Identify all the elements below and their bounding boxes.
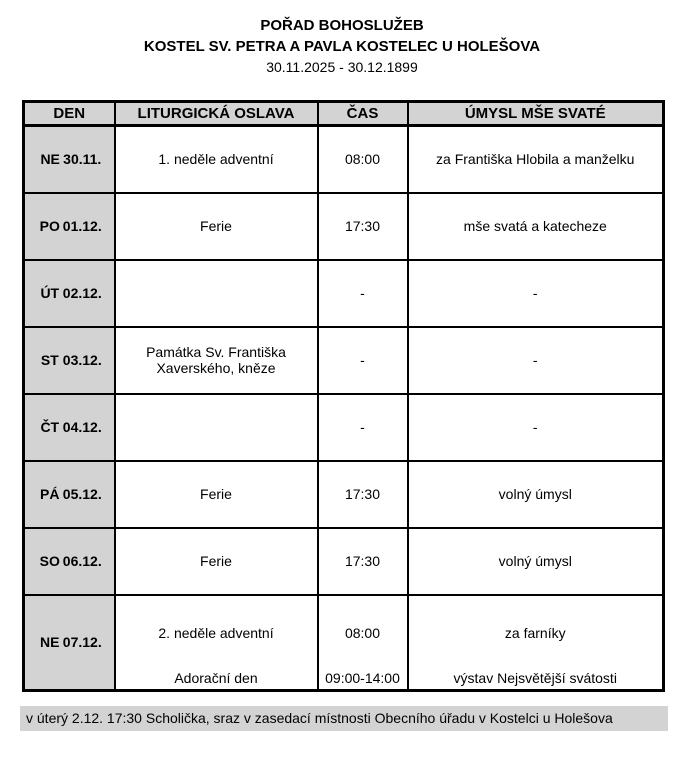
intention-cell: - — [408, 327, 664, 394]
day-cell — [24, 595, 115, 691]
table-row — [24, 461, 664, 528]
celebration-cell: Ferie — [115, 193, 318, 260]
intention-secondary: výstav Nejsvětější svátosti — [453, 669, 617, 686]
day-abbr: PO — [39, 218, 60, 234]
day-abbr: ST — [40, 352, 59, 368]
church-name: KOSTEL SV. PETRA A PAVLA KOSTELEC U HOLEŠOVA — [143, 38, 541, 55]
day-cell — [24, 193, 115, 260]
day-date: 02.12. — [62, 285, 102, 301]
date-range: 30.11.2025 - 30.12.1899 — [266, 59, 418, 75]
time-cell: - — [318, 394, 408, 461]
celebration-cell: Ferie — [115, 528, 318, 595]
table-row — [24, 260, 664, 327]
celebration-cell: Ferie — [115, 461, 318, 528]
day-cell — [24, 260, 115, 327]
intention-cell: - — [408, 260, 664, 327]
day-cell — [24, 528, 115, 595]
header-den: DEN — [24, 102, 115, 126]
time-cell: 17:30 — [318, 193, 408, 260]
day-date: 07.12. — [62, 634, 102, 650]
day-abbr: NE — [40, 634, 60, 650]
table-row — [24, 193, 664, 260]
page-title: POŘAD BOHOSLUŽEB — [260, 17, 424, 34]
header-row — [24, 102, 664, 126]
celebration-primary: 2. neděle adventní — [158, 624, 274, 641]
day-abbr: ČT — [40, 419, 60, 435]
schedule-table — [22, 100, 665, 692]
day-cell — [24, 327, 115, 394]
header-cas: ČAS — [318, 102, 408, 126]
time-secondary: 09:00-14:00 — [325, 669, 400, 686]
day-abbr: SO — [39, 553, 60, 569]
header-liturgicka-oslava: LITURGICKÁ OSLAVA — [115, 102, 318, 126]
time-primary: 08:00 — [344, 624, 381, 641]
day-cell — [24, 126, 115, 193]
time-cell: - — [318, 260, 408, 327]
table-row — [24, 595, 664, 691]
day-abbr: ÚT — [40, 285, 60, 301]
time-cell: 08:00 — [318, 126, 408, 193]
header-umysl: ÚMYSL MŠE SVATÉ — [408, 102, 664, 126]
intention-cell: volný úmysl — [408, 461, 664, 528]
document-header — [0, 0, 684, 78]
celebration-cell — [115, 595, 318, 691]
intention-cell: volný úmysl — [408, 528, 664, 595]
intention-cell: mše svatá a katecheze — [408, 193, 664, 260]
day-abbr: PÁ — [40, 486, 60, 502]
celebration-secondary: Adorační den — [174, 669, 258, 686]
table-row — [24, 327, 664, 394]
day-date: 30.11. — [63, 151, 102, 168]
time-cell: 17:30 — [318, 528, 408, 595]
day-date: 06.12. — [62, 553, 102, 569]
celebration-cell: 1. neděle adventní — [115, 126, 318, 193]
day-abbr: NE — [40, 151, 60, 168]
time-cell — [318, 595, 408, 691]
time-cell: - — [318, 327, 408, 394]
day-date: 05.12. — [62, 486, 102, 502]
table-row — [24, 126, 664, 193]
day-date: 03.12. — [62, 352, 102, 368]
day-date: 04.12. — [62, 419, 102, 435]
table-row — [24, 528, 664, 595]
intention-cell: - — [408, 394, 664, 461]
time-cell: 17:30 — [318, 461, 408, 528]
celebration-cell — [115, 260, 318, 327]
celebration-cell — [115, 394, 318, 461]
intention-cell — [408, 595, 664, 691]
intention-primary: za farníky — [504, 624, 566, 641]
footer-note: v úterý 2.12. 17:30 Scholička, sraz v zasedací místnosti Obecního úřadu v Kostelci u Holešova — [20, 706, 668, 731]
day-cell — [24, 461, 115, 528]
day-cell — [24, 394, 115, 461]
table-row — [24, 394, 664, 461]
celebration-cell: Památka Sv. Františka Xaverského, kněze — [115, 327, 318, 394]
intention-cell: za Františka Hlobila a manželku — [408, 126, 664, 193]
day-date: 01.12. — [62, 218, 102, 234]
